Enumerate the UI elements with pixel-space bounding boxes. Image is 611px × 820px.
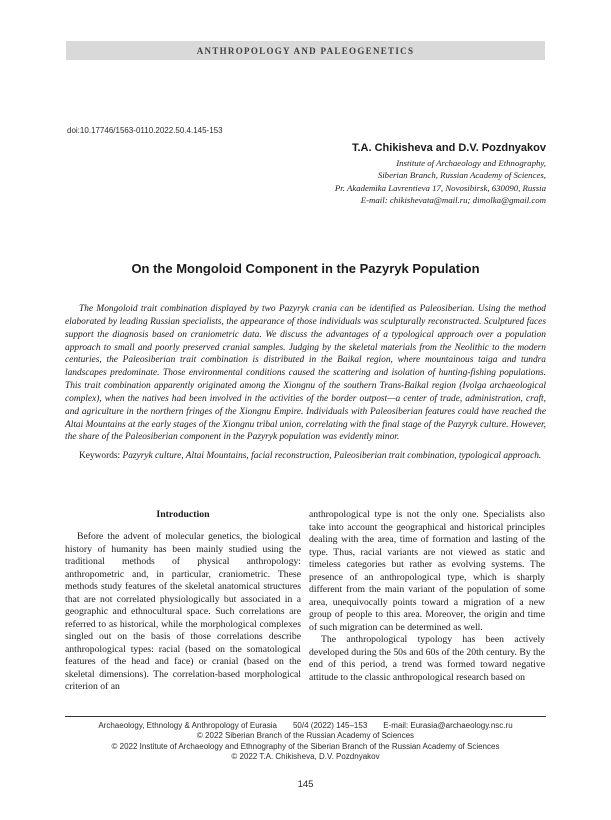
affiliation-email-line: E-mail: chikishevata@mail.ru; dimolka@gmail.com xyxy=(360,195,546,206)
section-banner xyxy=(66,41,545,60)
article-title: On the Mongoloid Component in the Pazyryk Population xyxy=(131,261,480,276)
keywords-list: Pazyryk culture, Altai Mountains, facial reconstruction, Paleosiberian trait combination, typological approach. xyxy=(122,451,542,462)
authors-names: T.A. Chikisheva and D.V. Pozdnyakov xyxy=(352,142,546,154)
abstract-block xyxy=(65,303,546,463)
footer-copyright-line: © 2022 Siberian Branch of the Russian Academy of Sciences xyxy=(196,731,415,741)
body-paragraph: The anthropological typology has been actively developed during the 50s and 60s of the 20th century. By the end of this period, a trend was formed toward negative attitude to the classic anthropological research based on xyxy=(309,634,545,683)
affiliation-line: Pr. Akademika Lavrentieva 17, Novosibirsk, 630090, Russia xyxy=(334,182,546,193)
footer-copyright-line: © 2022 Institute of Archaeology and Ethnography of the Siberian Branch of the Russian Academy of Sciences xyxy=(111,741,500,751)
section-banner-label: ANTHROPOLOGY AND PALEOGENETICS xyxy=(196,45,415,56)
keywords-paragraph xyxy=(65,450,546,463)
authors-block xyxy=(335,142,546,207)
page-number: 145 xyxy=(297,779,314,790)
two-column-body xyxy=(65,509,546,694)
footer-journal-line xyxy=(65,721,546,731)
right-column xyxy=(309,509,545,694)
affiliation-line: Institute of Archaeology and Ethnography, xyxy=(396,158,546,168)
footer-email: E-mail: Eurasia@archaeology.nsc.ru xyxy=(383,721,513,730)
body-paragraph-continuation: anthropological type is not the only one. Specialists also take into account the geographical and historical principles dealing with the area, time of formation and lasting of the type. Thus, racial variants are not viewed as static and timeless categories but rather as evolving systems. The presence of an anthropological type, which is sharply different from the main variant of the population of some area, unequivocally points toward a migration of a new group of people to this area. Moreover, the origin and time of such migration can be determined as well. xyxy=(309,509,545,633)
body-paragraph: Before the advent of molecular genetics, the biological history of humanity has been mainly studied using the traditional methods of physical anthropology: anthropometric and, in particular, craniometric. These methods study features of the skeletal anatomical structures that are not correlated physiologically but associated in a geographic and ethnocultural space. Such correlations are referred to as historical, while the morphological complexes singled out on the basis of those correlations describe anthropological types: racial (based on the somatological features of the head and face) or cranial (based on the skeletal dimensions). The correlation-based morphological criterion of an xyxy=(65,531,301,692)
abstract-text: The Mongoloid trait combination displayed by two Pazyryk crania can be identified as Paleosiberian. Using the method elaborated by leading Russian specialists, the appearance of those individuals was sculpturally reconstructed. Sculptured faces support the diagnosis based on craniometric data. We discuss the advantages of a typological approach over a population approach to small and poorly preserved cranial samples. Judging by the skeletal materials from the Neolithic to the modern centuries, the Paleosiberian trait combination is distributed in the Baikal region, where mountainous taiga and tundra landscapes predominate. Those environmental conditions caused the scattering and isolation of hunting-fishing populations. This trait combination apparently originated among the Xiongnu of the southern Trans-Baikal region (Ivolga archaeological complex), when the natives had been involved in the activities of the border outpost—a center of trade, administration, craft, and agriculture in the northern fringes of the Xiongnu Empire. Individuals with Paleosiberian features could have reached the Altai Mountains at the early stages of the Xiongnu tribal union, correlating with the final stage of the Pazyryk culture. However, the share of the Paleosiberian component in the Pazyryk population was evidently minor. xyxy=(65,304,546,443)
affiliation-line: Siberian Branch, Russian Academy of Sciences, xyxy=(377,170,546,181)
footer-issue-pages: 50/4 (2022) 145–153 xyxy=(292,721,368,730)
footer-journal-name: Archaeology, Ethnology & Anthropology of Eurasia xyxy=(98,721,277,730)
introduction-heading: Introduction xyxy=(156,509,210,520)
keywords-label: Keywords: xyxy=(79,451,121,462)
doi-text: doi:10.17746/1563-0110.2022.50.4.145-153 xyxy=(67,126,223,135)
left-column xyxy=(65,509,301,694)
journal-footer xyxy=(65,716,546,762)
footer-copyright-line: © 2022 T.A. Chikisheva, D.V. Pozdnyakov xyxy=(231,751,380,761)
